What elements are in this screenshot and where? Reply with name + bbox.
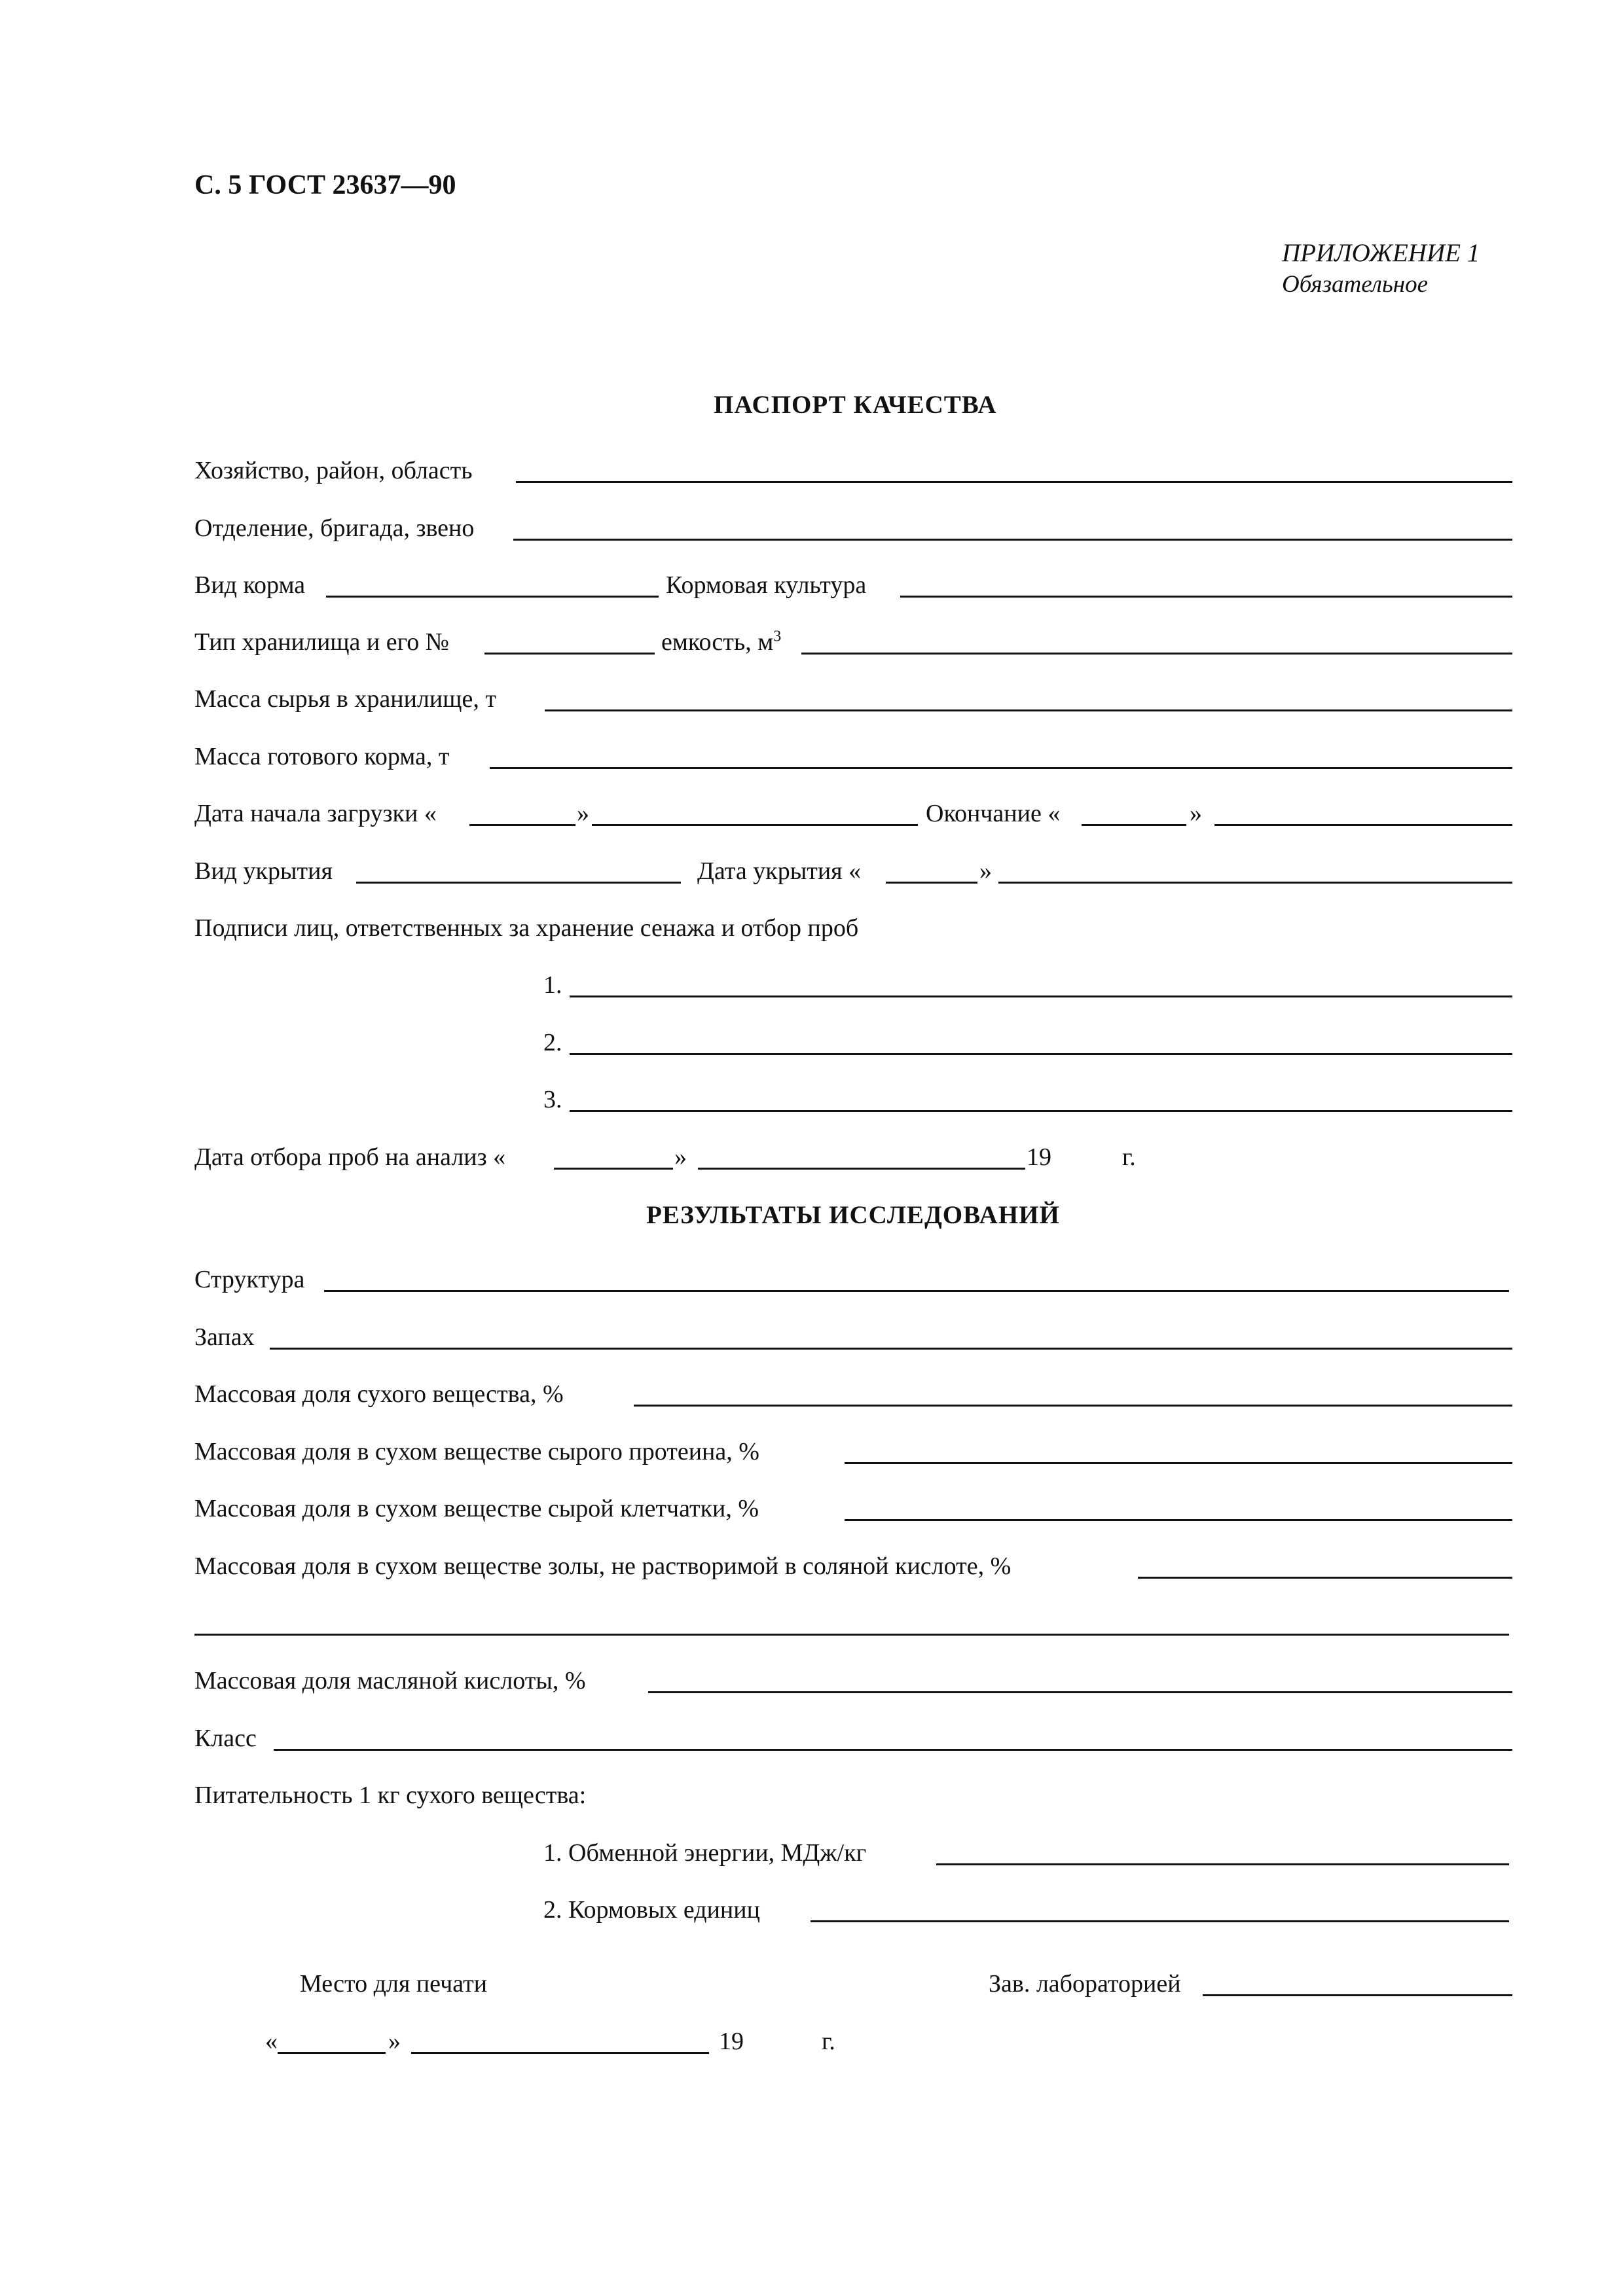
- ready-mass-field[interactable]: [490, 767, 1512, 769]
- signature-field-3[interactable]: [570, 1110, 1512, 1112]
- ash-field-continuation[interactable]: [194, 1634, 1509, 1636]
- smell-label: Запах: [194, 1323, 255, 1351]
- signature-field-1[interactable]: [570, 996, 1512, 997]
- class-field[interactable]: [274, 1749, 1512, 1751]
- sampling-date-quote: »: [674, 1143, 687, 1171]
- cover-date-quote: »: [979, 857, 992, 885]
- load-end-month-field[interactable]: [1214, 824, 1512, 826]
- dry-matter-field[interactable]: [634, 1405, 1512, 1407]
- load-start-month-field[interactable]: [592, 824, 918, 826]
- department-field[interactable]: [513, 539, 1512, 541]
- units-label: 2. Кормовых единиц: [543, 1896, 760, 1924]
- cover-type-label: Вид укрытия: [194, 857, 333, 885]
- signature-number: 3.: [543, 1086, 562, 1113]
- protein-label: Массовая доля в сухом веществе сырого протеина, %: [194, 1438, 759, 1465]
- footer-date-open: «: [265, 2028, 278, 2055]
- fiber-field[interactable]: [845, 1519, 1512, 1521]
- footer-day-field[interactable]: [278, 2052, 386, 2054]
- feed-crop-field[interactable]: [900, 596, 1512, 598]
- cover-type-field[interactable]: [356, 882, 681, 884]
- ready-mass-label: Масса готового корма, т: [194, 743, 450, 770]
- stamp-label: Место для печати: [300, 1970, 488, 1998]
- results-title: РЕЗУЛЬТАТЫ ИССЛЕДОВАНИЙ: [646, 1201, 1060, 1229]
- head-of-lab-signature-field[interactable]: [1203, 1994, 1512, 1996]
- sampling-date-label: Дата отбора проб на анализ «: [194, 1143, 506, 1171]
- cover-date-label: Дата укрытия «: [697, 857, 862, 885]
- fiber-label: Массовая доля в сухом веществе сырой клетчатки, %: [194, 1495, 759, 1522]
- butyric-field[interactable]: [648, 1691, 1512, 1693]
- capacity-exponent: 3: [773, 628, 782, 645]
- page-header: С. 5 ГОСТ 23637—90: [194, 170, 456, 200]
- storage-label: Тип хранилища и его №: [194, 628, 449, 656]
- signature-number: 2.: [543, 1029, 562, 1056]
- passport-title: ПАСПОРТ КАЧЕСТВА: [714, 391, 997, 419]
- farm-field[interactable]: [516, 481, 1512, 483]
- appendix-title: ПРИЛОЖЕНИЕ 1: [1282, 239, 1480, 267]
- load-end-label: Окончание «: [926, 800, 1061, 827]
- signature-number: 1.: [543, 971, 562, 999]
- class-label: Класс: [194, 1725, 257, 1752]
- farm-label: Хозяйство, район, область: [194, 457, 473, 484]
- signature-field-2[interactable]: [570, 1053, 1512, 1055]
- sampling-day-field[interactable]: [554, 1168, 673, 1170]
- storage-number-field[interactable]: [484, 653, 655, 655]
- sampling-year-suffix: г.: [1122, 1143, 1136, 1171]
- sampling-century: 19: [1027, 1143, 1051, 1171]
- load-start-label: Дата начала загрузки «: [194, 800, 437, 827]
- structure-label: Структура: [194, 1266, 305, 1293]
- footer-year-suffix: г.: [822, 2028, 835, 2055]
- structure-field[interactable]: [324, 1290, 1509, 1292]
- raw-mass-label: Масса сырья в хранилище, т: [194, 685, 496, 713]
- capacity-field[interactable]: [801, 653, 1512, 655]
- cover-date-month-field[interactable]: [998, 882, 1512, 884]
- protein-field[interactable]: [845, 1462, 1512, 1464]
- ash-label: Массовая доля в сухом веществе золы, не растворимой в соляной кислоте, %: [194, 1552, 1012, 1580]
- feed-type-label: Вид корма: [194, 571, 306, 599]
- department-label: Отделение, бригада, звено: [194, 514, 475, 542]
- raw-mass-field[interactable]: [545, 709, 1512, 711]
- dry-matter-label: Массовая доля сухого вещества, %: [194, 1380, 564, 1408]
- cover-date-day-field[interactable]: [886, 882, 977, 884]
- load-start-quote: »: [577, 800, 589, 827]
- load-start-day-field[interactable]: [469, 824, 575, 826]
- footer-century: 19: [719, 2028, 744, 2055]
- load-end-quote: »: [1190, 800, 1202, 827]
- butyric-label: Массовая доля масляной кислоты, %: [194, 1667, 586, 1695]
- feed-crop-label: Кормовая культура: [666, 571, 867, 599]
- ash-field[interactable]: [1138, 1577, 1512, 1579]
- footer-month-field[interactable]: [411, 2052, 709, 2054]
- signatures-label: Подписи лиц, ответственных за хранение сенажа и отбор проб: [194, 914, 859, 942]
- units-field[interactable]: [811, 1920, 1509, 1922]
- load-end-day-field[interactable]: [1082, 824, 1186, 826]
- capacity-label: емкость, $м^3$: [661, 628, 782, 656]
- energy-label: 1. Обменной энергии, МДж/кг: [543, 1839, 867, 1867]
- energy-field[interactable]: [936, 1863, 1509, 1865]
- appendix-subtitle: Обязательное: [1282, 271, 1429, 298]
- head-of-lab-label: Зав. лабораторией: [989, 1970, 1181, 1998]
- smell-field[interactable]: [270, 1348, 1512, 1350]
- footer-date-close: »: [388, 2028, 401, 2055]
- nutrition-label: Питательность 1 кг сухого вещества:: [194, 1782, 587, 1809]
- sampling-month-field[interactable]: [698, 1168, 1025, 1170]
- feed-type-field[interactable]: [326, 596, 659, 598]
